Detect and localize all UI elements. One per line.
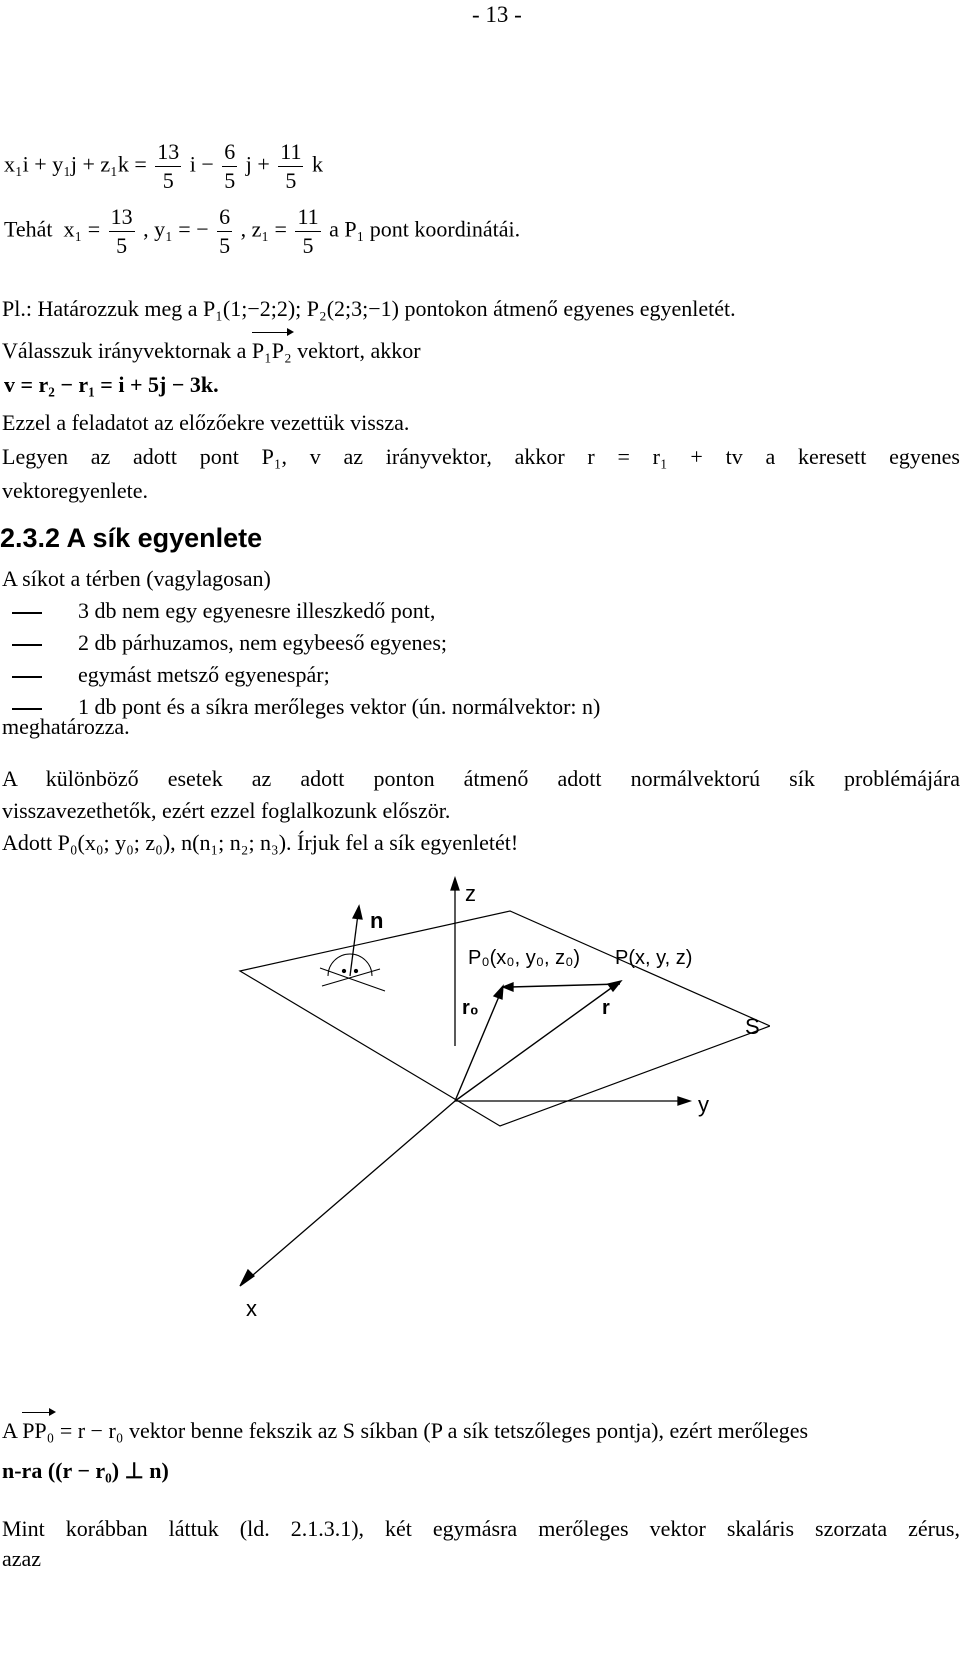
choose-text-b: vektort, akkor — [297, 338, 421, 363]
eq2-suffix: a P₁ pont koordinátái. — [329, 216, 521, 242]
plane-s — [240, 911, 770, 1126]
after-line-1 — [2, 1418, 960, 1444]
legyen-line-2: vektoregyenlete. — [2, 478, 148, 503]
paragraph-line-1: A különböző esetek az adott ponton átmenő adott normálvektorú sík problémájára — [2, 766, 960, 791]
label-s: S — [745, 1014, 760, 1039]
choose-line — [2, 338, 421, 364]
legyen-line: Legyen az adott pont P₁, v az irányvektor, akkor r = r₁ + tv a keresett egyenes — [2, 444, 960, 469]
n-arrow-icon — [353, 906, 362, 919]
dash-icon — [12, 676, 42, 678]
marker-dot — [355, 970, 358, 973]
dash-icon — [12, 612, 42, 614]
last-line-2: azaz — [2, 1546, 42, 1571]
eq2-frac-z: $\frac{11}{5}$ — [297, 204, 319, 258]
example-line: Pl.: Határozzuk meg a P₁(1;−2;2); P₂(2;3;−1) pontokon átmenő egyenes egyenletét. — [2, 296, 736, 321]
determines-line: meghatározza. — [2, 714, 130, 739]
page-number: - 13 - — [472, 2, 522, 27]
x-arrow-icon — [240, 1270, 254, 1286]
marker-dot — [343, 970, 346, 973]
label-y: y — [698, 1092, 709, 1117]
paragraph-line-2: visszavezethetők, ezért ezzel foglalkozunk először. — [2, 798, 451, 823]
label-r0: r₀ — [462, 997, 479, 1019]
last-line-1: Mint korábban láttuk (ld. 2.1.3.1), két egymásra merőleges vektor skaláris szorzata zérus, — [2, 1516, 960, 1541]
after-vector: PP₀ — [22, 1418, 55, 1443]
list-item: 1 db pont és a síkra merőleges vektor (ún. normálvektor: n) — [0, 694, 600, 720]
eq2-frac-x: $\frac{13}{5}$ — [110, 204, 133, 258]
z-arrow-icon — [451, 878, 459, 890]
reduced-line: Ezzel a feladatot az előzőekre vezettük vissza. — [2, 410, 410, 435]
eq2-y: , y₁ = − — [143, 216, 209, 242]
label-p: P(x, y, z) — [615, 947, 693, 969]
equation-1 — [4, 138, 323, 195]
eq1-frac-2: $\frac{6}{5}$ — [224, 139, 236, 193]
choose-text-a: Válasszuk irányvektornak a — [2, 338, 247, 363]
label-p0: P₀(x₀, y₀, z₀) — [468, 947, 581, 969]
after-text-a: A — [2, 1418, 17, 1443]
eq1-mid: i − — [189, 151, 214, 177]
eq1-end: k — [311, 151, 323, 177]
after-text-b: = r − r₀ vektor benne fekszik az S síkban (P a sík tetszőleges pontja), ezért merőleges — [59, 1418, 809, 1443]
x-axis — [246, 1101, 455, 1281]
eq2-z: , z₁ = — [240, 216, 287, 242]
after-line-2: n-ra ((r − r₀) ⊥ n) — [2, 1458, 169, 1483]
eq2-x: x₁ = — [63, 216, 101, 242]
section-heading: 2.3.2 A sík egyenlete — [0, 523, 263, 553]
eq1-frac-1: $\frac{13}{5}$ — [157, 139, 180, 193]
eq2-frac-y: $\frac{6}{5}$ — [219, 204, 231, 258]
equation-2 — [4, 203, 520, 260]
eq1-frac-3: $\frac{11}{5}$ — [280, 139, 302, 193]
list-item: 3 db nem egy egyenesre illeszkedő pont, — [0, 598, 435, 624]
v-equation: v = r₂ − r₁ = i + 5j − 3k. — [4, 372, 219, 397]
label-n: n — [370, 908, 384, 933]
label-r: r — [602, 997, 610, 1019]
plane-mark-line — [320, 968, 385, 991]
label-z: z — [465, 881, 476, 906]
y-arrow-icon — [678, 1097, 690, 1105]
intro-line: A síkot a térben (vagylagosan) — [2, 566, 271, 591]
pp0-arrow-icon — [503, 983, 513, 991]
label-x: x — [246, 1296, 257, 1321]
list-item: egymást metsző egyenespár; — [0, 662, 330, 688]
given-line: Adott P₀(x₀; y₀; z₀), n(n₁; n₂; n₃). Írjuk fel a sík egyenletét! — [2, 830, 519, 855]
eq1-mid2: j + — [245, 151, 270, 177]
choose-vector: P₁P₂ — [251, 338, 292, 363]
pp0-vector — [510, 984, 620, 987]
dash-icon — [12, 708, 42, 710]
eq2-prefix: Tehát — [4, 216, 53, 242]
dash-icon — [12, 644, 42, 646]
r0-arrow-icon — [494, 986, 503, 999]
plane-figure — [210, 876, 770, 1336]
list-item: 2 db párhuzamos, nem egybeeső egyenes; — [0, 630, 447, 656]
eq1-lhs: x₁i + y₁j + z₁k = — [4, 151, 147, 177]
